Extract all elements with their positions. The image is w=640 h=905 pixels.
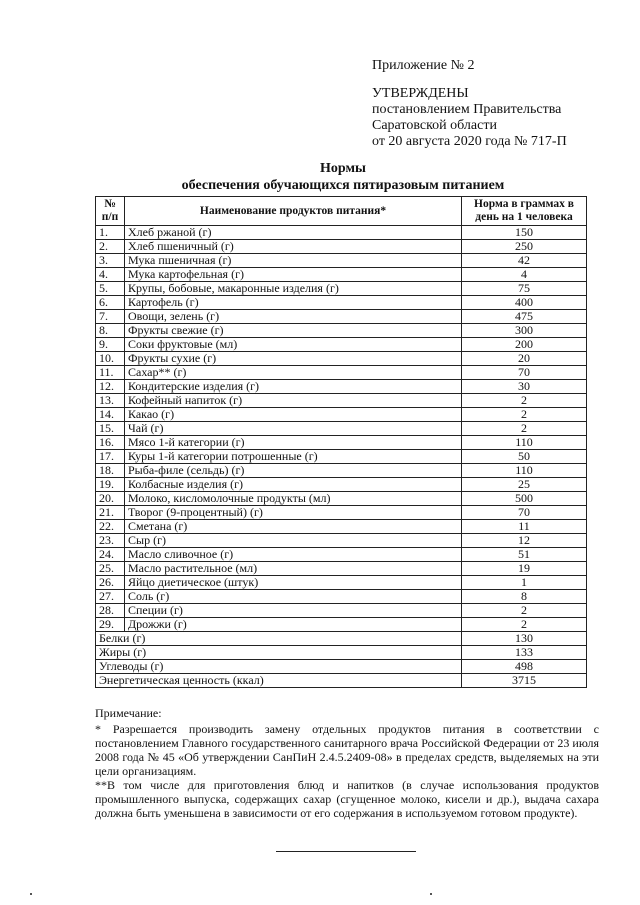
summary-name: Белки (г) (96, 632, 462, 646)
header-name: Наименование продуктов питания* (125, 197, 462, 226)
summary-name: Углеводы (г) (96, 660, 462, 674)
row-norm-value: 12 (462, 534, 587, 548)
row-product-name: Рыба-филе (сельдь) (г) (125, 464, 462, 478)
row-product-name: Фрукты свежие (г) (125, 324, 462, 338)
summary-value: 130 (462, 632, 587, 646)
table-row (96, 548, 587, 562)
notes-section (95, 706, 599, 820)
row-norm-value: 42 (462, 254, 587, 268)
table-body (96, 226, 587, 688)
row-product-name: Сахар** (г) (125, 366, 462, 380)
row-norm-value: 70 (462, 366, 587, 380)
table-row (96, 576, 587, 590)
summary-value: 498 (462, 660, 587, 674)
row-norm-value: 2 (462, 604, 587, 618)
row-number: 14. (96, 408, 125, 422)
table-row (96, 604, 587, 618)
row-norm-value: 19 (462, 562, 587, 576)
row-number: 20. (96, 492, 125, 506)
row-number: 11. (96, 366, 125, 380)
row-norm-value: 475 (462, 310, 587, 324)
summary-row (96, 674, 587, 688)
row-norm-value: 11 (462, 520, 587, 534)
approval-line-1: постановлением Правительства (372, 102, 562, 117)
approval-block (372, 58, 567, 150)
row-number: 5. (96, 282, 125, 296)
row-product-name: Крупы, бобовые, макаронные изделия (г) (125, 282, 462, 296)
row-norm-value: 4 (462, 268, 587, 282)
row-number: 25. (96, 562, 125, 576)
table-row (96, 254, 587, 268)
row-norm-value: 2 (462, 422, 587, 436)
row-number: 10. (96, 352, 125, 366)
row-number: 8. (96, 324, 125, 338)
table-row (96, 282, 587, 296)
table-row (96, 366, 587, 380)
row-product-name: Овощи, зелень (г) (125, 310, 462, 324)
row-product-name: Куры 1-й категории потрошенные (г) (125, 450, 462, 464)
row-product-name: Творог (9-процентный) (г) (125, 506, 462, 520)
row-number: 17. (96, 450, 125, 464)
row-norm-value: 250 (462, 240, 587, 254)
row-number: 28. (96, 604, 125, 618)
table-header-row (96, 197, 587, 226)
scan-mark (30, 893, 32, 895)
table-row (96, 520, 587, 534)
summary-row (96, 632, 587, 646)
row-norm-value: 75 (462, 282, 587, 296)
scan-mark (430, 893, 432, 895)
notes-heading: Примечание: (95, 706, 162, 720)
row-number: 2. (96, 240, 125, 254)
row-norm-value: 20 (462, 352, 587, 366)
row-norm-value: 500 (462, 492, 587, 506)
document-title (0, 160, 640, 194)
row-norm-value: 25 (462, 478, 587, 492)
row-product-name: Хлеб пшеничный (г) (125, 240, 462, 254)
note-1: * Разрешается производить замену отдельных продуктов питания в соответствии с постановлением Главного государственного санитарного врача Российской Федерации от 23 июля 2008 года № 45 «Об утверждении СанПиН 2.4.5.2409-08» в пределах средств, выделяемых на эти цели организациям. (95, 722, 599, 778)
row-product-name: Мука картофельная (г) (125, 268, 462, 282)
row-product-name: Хлеб ржаной (г) (125, 226, 462, 240)
row-norm-value: 200 (462, 338, 587, 352)
row-product-name: Кондитерские изделия (г) (125, 380, 462, 394)
title-line-2: обеспечения обучающихся пятиразовым питанием (181, 178, 505, 193)
summary-name: Энергетическая ценность (ккал) (96, 674, 462, 688)
row-number: 18. (96, 464, 125, 478)
row-number: 19. (96, 478, 125, 492)
row-number: 24. (96, 548, 125, 562)
row-product-name: Молоко, кисломолочные продукты (мл) (125, 492, 462, 506)
row-number: 9. (96, 338, 125, 352)
row-product-name: Соки фруктовые (мл) (125, 338, 462, 352)
row-number: 22. (96, 520, 125, 534)
row-product-name: Специи (г) (125, 604, 462, 618)
row-number: 27. (96, 590, 125, 604)
row-norm-value: 51 (462, 548, 587, 562)
signature-line (276, 851, 416, 852)
table-row (96, 464, 587, 478)
table-row (96, 436, 587, 450)
table-row (96, 226, 587, 240)
row-product-name: Сыр (г) (125, 534, 462, 548)
table-row (96, 240, 587, 254)
title-line-1: Нормы (320, 161, 366, 176)
approval-line-3: от 20 августа 2020 года № 717-П (372, 134, 567, 149)
summary-row (96, 646, 587, 660)
approval-line-2: Саратовской области (372, 118, 497, 133)
appendix-label: Приложение № 2 (372, 58, 475, 73)
summary-value: 133 (462, 646, 587, 660)
row-norm-value: 300 (462, 324, 587, 338)
row-product-name: Масло сливочное (г) (125, 548, 462, 562)
row-number: 16. (96, 436, 125, 450)
table-row (96, 618, 587, 632)
row-number: 12. (96, 380, 125, 394)
row-norm-value: 2 (462, 408, 587, 422)
row-product-name: Кофейный напиток (г) (125, 394, 462, 408)
summary-row (96, 660, 587, 674)
row-norm-value: 30 (462, 380, 587, 394)
table-row (96, 310, 587, 324)
row-norm-value: 2 (462, 394, 587, 408)
table-row (96, 394, 587, 408)
row-number: 13. (96, 394, 125, 408)
row-norm-value: 1 (462, 576, 587, 590)
row-norm-value: 110 (462, 464, 587, 478)
row-norm-value: 8 (462, 590, 587, 604)
table-row (96, 450, 587, 464)
row-norm-value: 2 (462, 618, 587, 632)
row-norm-value: 400 (462, 296, 587, 310)
row-product-name: Соль (г) (125, 590, 462, 604)
table-row (96, 422, 587, 436)
row-norm-value: 70 (462, 506, 587, 520)
row-number: 4. (96, 268, 125, 282)
row-product-name: Сметана (г) (125, 520, 462, 534)
table-row (96, 506, 587, 520)
row-product-name: Картофель (г) (125, 296, 462, 310)
header-norm: Норма в граммах в день на 1 человека (462, 197, 587, 226)
table-row (96, 338, 587, 352)
table-row (96, 534, 587, 548)
row-product-name: Фрукты сухие (г) (125, 352, 462, 366)
row-number: 7. (96, 310, 125, 324)
table-row (96, 324, 587, 338)
row-product-name: Чай (г) (125, 422, 462, 436)
row-number: 26. (96, 576, 125, 590)
table-row (96, 268, 587, 282)
row-number: 21. (96, 506, 125, 520)
table-row (96, 352, 587, 366)
row-norm-value: 50 (462, 450, 587, 464)
row-number: 1. (96, 226, 125, 240)
row-norm-value: 150 (462, 226, 587, 240)
row-product-name: Мука пшеничная (г) (125, 254, 462, 268)
note-2: **В том числе для приготовления блюд и напитков (в случае использования продуктов промышленного выпуска, содержащих сахар (сгущенное молоко, кисели и др.), выдача сахара должна быть уменьшена в зависимости от его содержания в используемом готовом продукте). (95, 778, 599, 820)
table-row (96, 408, 587, 422)
table-row (96, 590, 587, 604)
row-number: 6. (96, 296, 125, 310)
row-number: 29. (96, 618, 125, 632)
summary-value: 3715 (462, 674, 587, 688)
row-norm-value: 110 (462, 436, 587, 450)
row-product-name: Какао (г) (125, 408, 462, 422)
row-product-name: Яйцо диетическое (штук) (125, 576, 462, 590)
row-product-name: Масло растительное (мл) (125, 562, 462, 576)
summary-name: Жиры (г) (96, 646, 462, 660)
row-number: 23. (96, 534, 125, 548)
table-row (96, 492, 587, 506)
header-num: № п/п (96, 197, 125, 226)
row-number: 3. (96, 254, 125, 268)
row-number: 15. (96, 422, 125, 436)
table-row (96, 562, 587, 576)
approved-label: УТВЕРЖДЕНЫ (372, 86, 469, 101)
table-row (96, 296, 587, 310)
row-product-name: Дрожжи (г) (125, 618, 462, 632)
row-product-name: Мясо 1-й категории (г) (125, 436, 462, 450)
norms-table (95, 196, 587, 688)
table-row (96, 478, 587, 492)
row-product-name: Колбасные изделия (г) (125, 478, 462, 492)
table-row (96, 380, 587, 394)
